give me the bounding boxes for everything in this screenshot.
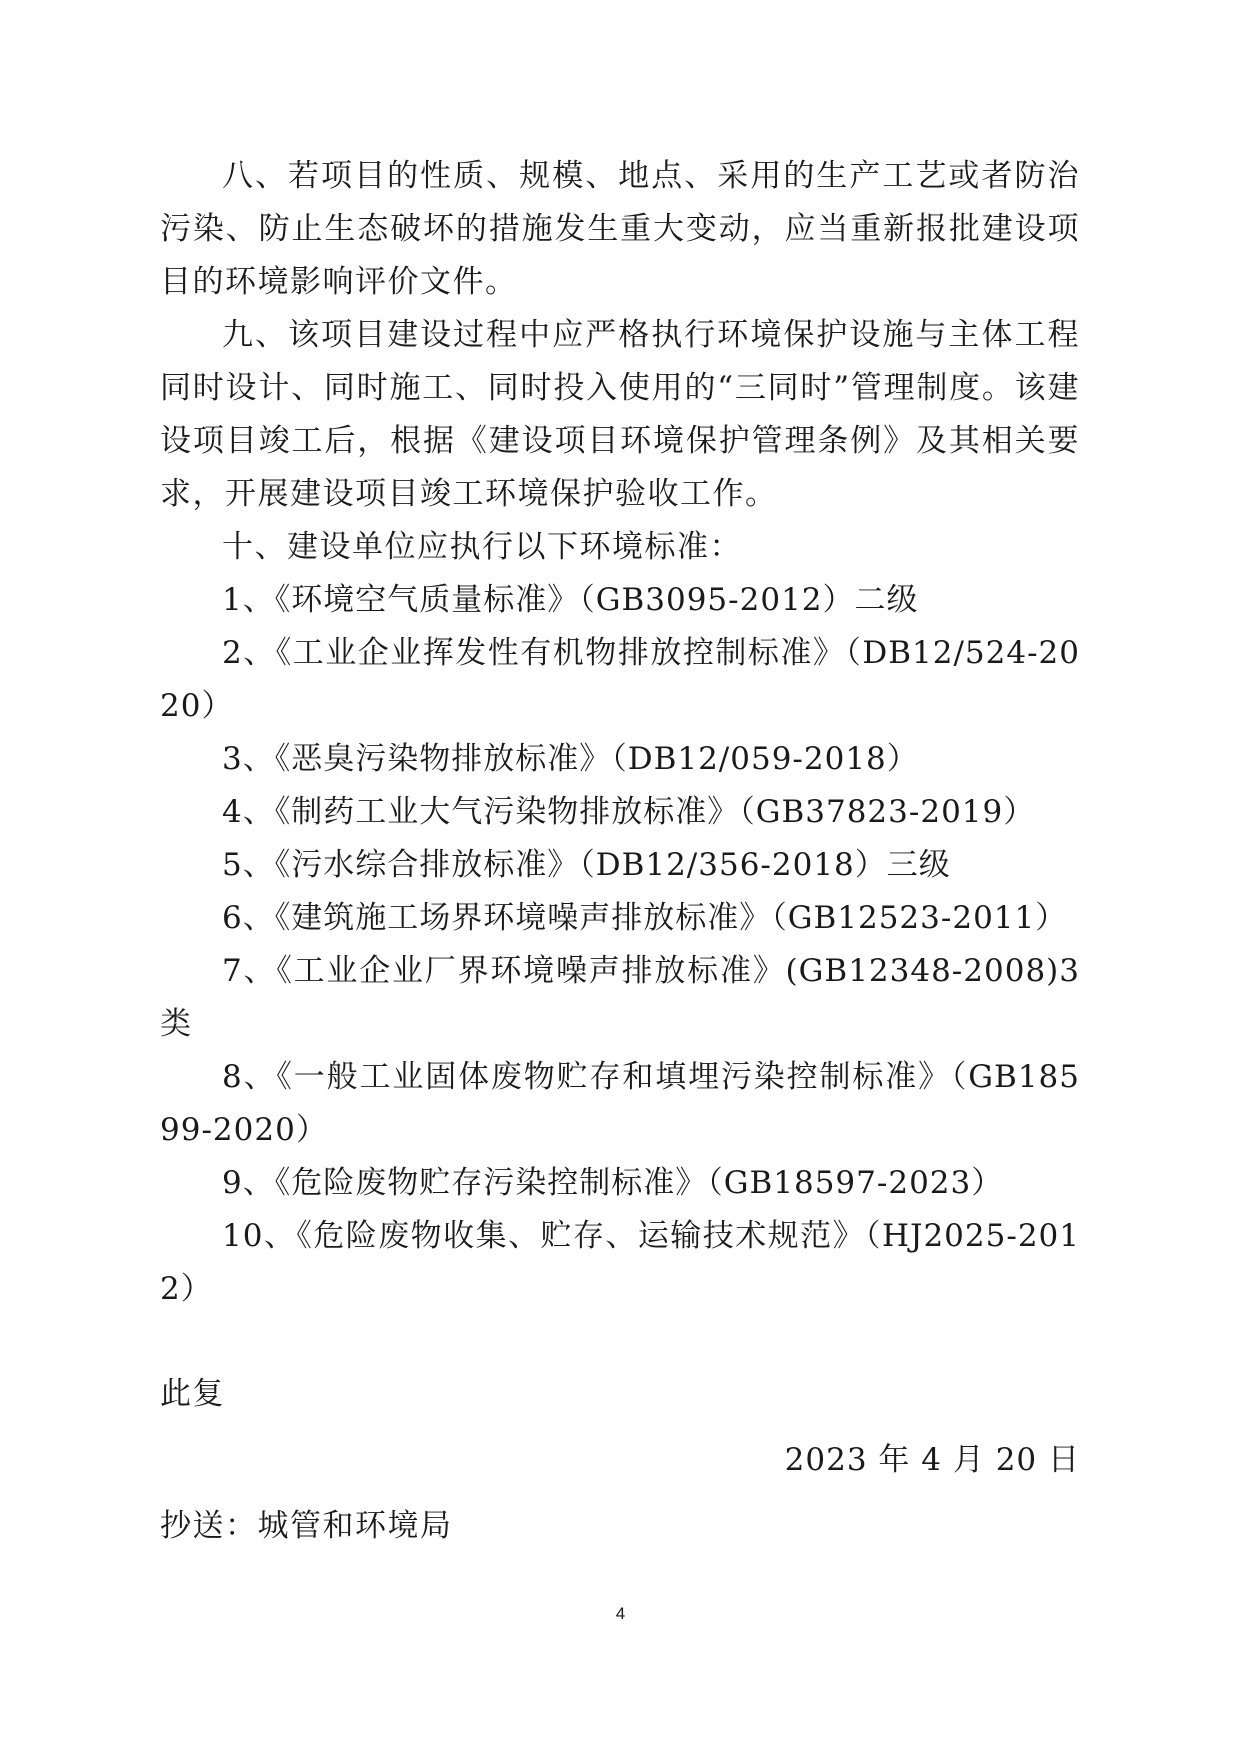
paragraph-item-8: 八、若项目的性质、规模、地点、采用的生产工艺或者防治污染、防止生态破坏的措施发生重大变动，应当重新报批建设项目的环境影响评价文件。	[160, 158, 1080, 300]
copy-to-line: 抄送：城管和环境局	[160, 1508, 453, 1544]
closing-remark: 此复	[160, 1376, 225, 1412]
standard-item-5: 5、《污水综合排放标准》（DB12/356-2018）三级	[222, 847, 951, 883]
page-number: 4	[615, 1604, 626, 1623]
document-body	[160, 150, 1080, 1316]
paragraph-item-9: 九、该项目建设过程中应严格执行环境保护设施与主体工程同时设计、同时施工、同时投入使用的“三同时”管理制度。该建设项目竣工后，根据《建设项目环境保护管理条例》及其相关要求，开展建设项目竣工环境保护验收工作。	[160, 317, 1080, 512]
standard-item-3: 3、《恶臭污染物排放标准》（DB12/059-2018）	[222, 741, 919, 777]
standard-item-8: 8、《一般工业固体废物贮存和填埋污染控制标准》（GB18599-2020）	[160, 1059, 1080, 1148]
paragraph-item-10: 十、建设单位应执行以下环境标准：	[222, 529, 742, 565]
standard-item-1: 1、《环境空气质量标准》（GB3095-2012）二级	[222, 582, 919, 618]
standard-item-9: 9、《危险废物贮存污染控制标准》（GB18597-2023）	[222, 1165, 1004, 1201]
standard-item-2: 2、《工业企业挥发性有机物排放控制标准》（DB12/524-2020）	[160, 635, 1080, 724]
standard-item-10: 10、《危险废物收集、贮存、运输技术规范》（HJ2025-2012）	[160, 1218, 1080, 1307]
standard-item-6: 6、《建筑施工场界环境噪声排放标准》（GB12523-2011）	[222, 900, 1068, 936]
standard-item-7: 7、《工业企业厂界环境噪声排放标准》(GB12348-2008)3类	[160, 953, 1080, 1042]
document-date: 2023 年 4 月 20 日	[784, 1442, 1080, 1478]
standard-item-4: 4、《制药工业大气污染物排放标准》（GB37823-2019）	[222, 794, 1036, 830]
